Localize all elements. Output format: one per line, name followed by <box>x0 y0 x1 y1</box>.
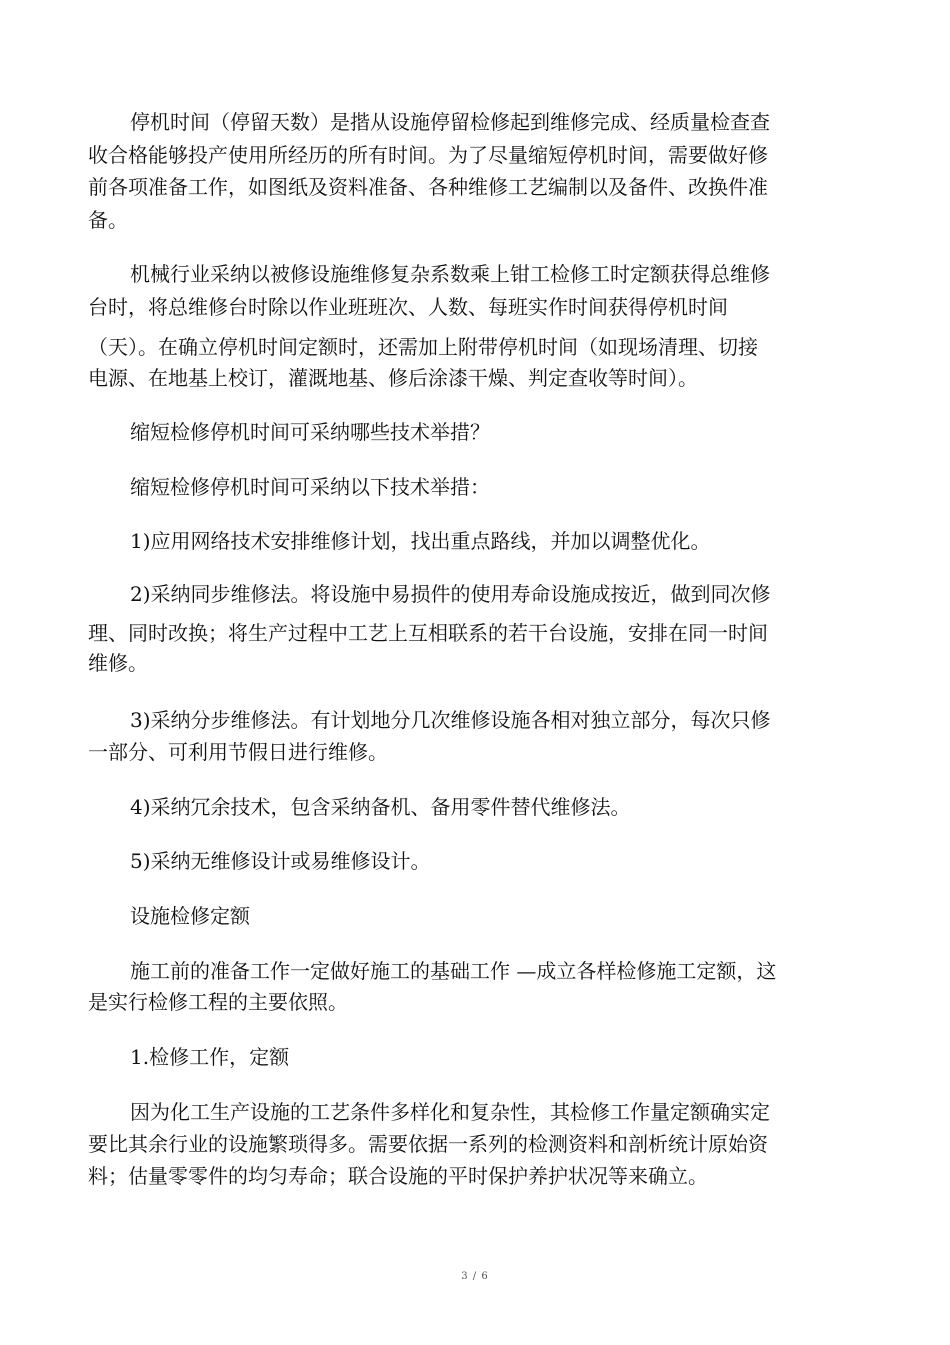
paragraph-11-line-1: 施工前的准备工作一定做好施工的基础工作 —成立各样检修施工定额，这 <box>130 959 777 983</box>
paragraph-3-line-1: 缩短检修停机时间可采纳哪些技术举措？ <box>130 420 490 444</box>
paragraph-2-line-3: （天）。在确立停机时间定额时，还需加上附带停机时间（如现场清理、切接 <box>88 335 758 359</box>
subsection-heading: 1.检修工作，定额 <box>130 1045 290 1069</box>
paragraph-4-line-1: 缩短检修停机时间可采纳以下技术举措： <box>130 475 490 499</box>
paragraph-1-line-4: 备。 <box>88 208 128 232</box>
paragraph-6-line-1: 2)采纳同步维修法。将设施中易损件的使用寿命设施成按近，做到同次修 <box>130 582 771 606</box>
paragraph-9-line-1: 5)采纳无维修设计或易维修设计。 <box>130 849 431 873</box>
paragraph-11-line-2: 是实行检修工程的主要依照。 <box>88 990 348 1014</box>
paragraph-2-line-1: 机械行业采纳以被修设施维修复杂系数乘上钳工检修工时定额获得总维修 <box>130 262 770 286</box>
paragraph-2-line-2: 台时，将总维修台时除以作业班班次、人数、每班实作时间获得停机时间 <box>88 295 728 319</box>
paragraph-7-line-1: 3)采纳分步维修法。有计划地分几次维修设施各相对独立部分，每次只修 <box>130 708 771 732</box>
paragraph-1-line-1: 停机时间（停留天数）是揩从设施停留检修起到维修完成、经质量检查查 <box>130 110 770 134</box>
paragraph-13-line-3: 料；估量零零件的均匀寿命；联合设施的平时保护养护状况等来确立。 <box>88 1164 708 1188</box>
page-indicator: 3 / 6 <box>461 1271 489 1282</box>
paragraph-2-line-4: 电源、在地基上校订，灌溉地基、修后涂漆干燥、判定查收等时间）。 <box>88 366 698 390</box>
paragraph-1-line-3: 前各项准备工作，如图纸及资料准备、各种维修工艺编制以及备件、改换件准 <box>88 175 768 199</box>
paragraph-7-line-2: 一部分、可利用节假日进行维修。 <box>88 740 388 764</box>
section-heading: 设施检修定额 <box>130 904 250 928</box>
paragraph-6-line-3: 维修。 <box>88 651 148 675</box>
paragraph-5-line-1: 1)应用网络技术安排维修计划，找出重点路线，并加以调整优化。 <box>130 529 711 553</box>
paragraph-1-line-2: 收合格能够投产使用所经历的所有时间。为了尽量缩短停机时间，需要做好修 <box>88 143 768 167</box>
paragraph-6-line-2: 理、同时改换；将生产过程中工艺上互相联系的若干台设施，安排在同一时间 <box>88 621 768 645</box>
paragraph-8-line-1: 4)采纳冗余技术，包含采纳备机、备用零件替代维修法。 <box>130 795 631 819</box>
paragraph-13-line-2: 要比其余行业的设施繁琐得多。需要依据一系列的检测资料和剖析统计原始资 <box>88 1132 768 1156</box>
paragraph-13-line-1: 因为化工生产设施的工艺条件多样化和复杂性，其检修工作量定额确实定 <box>130 1100 770 1124</box>
